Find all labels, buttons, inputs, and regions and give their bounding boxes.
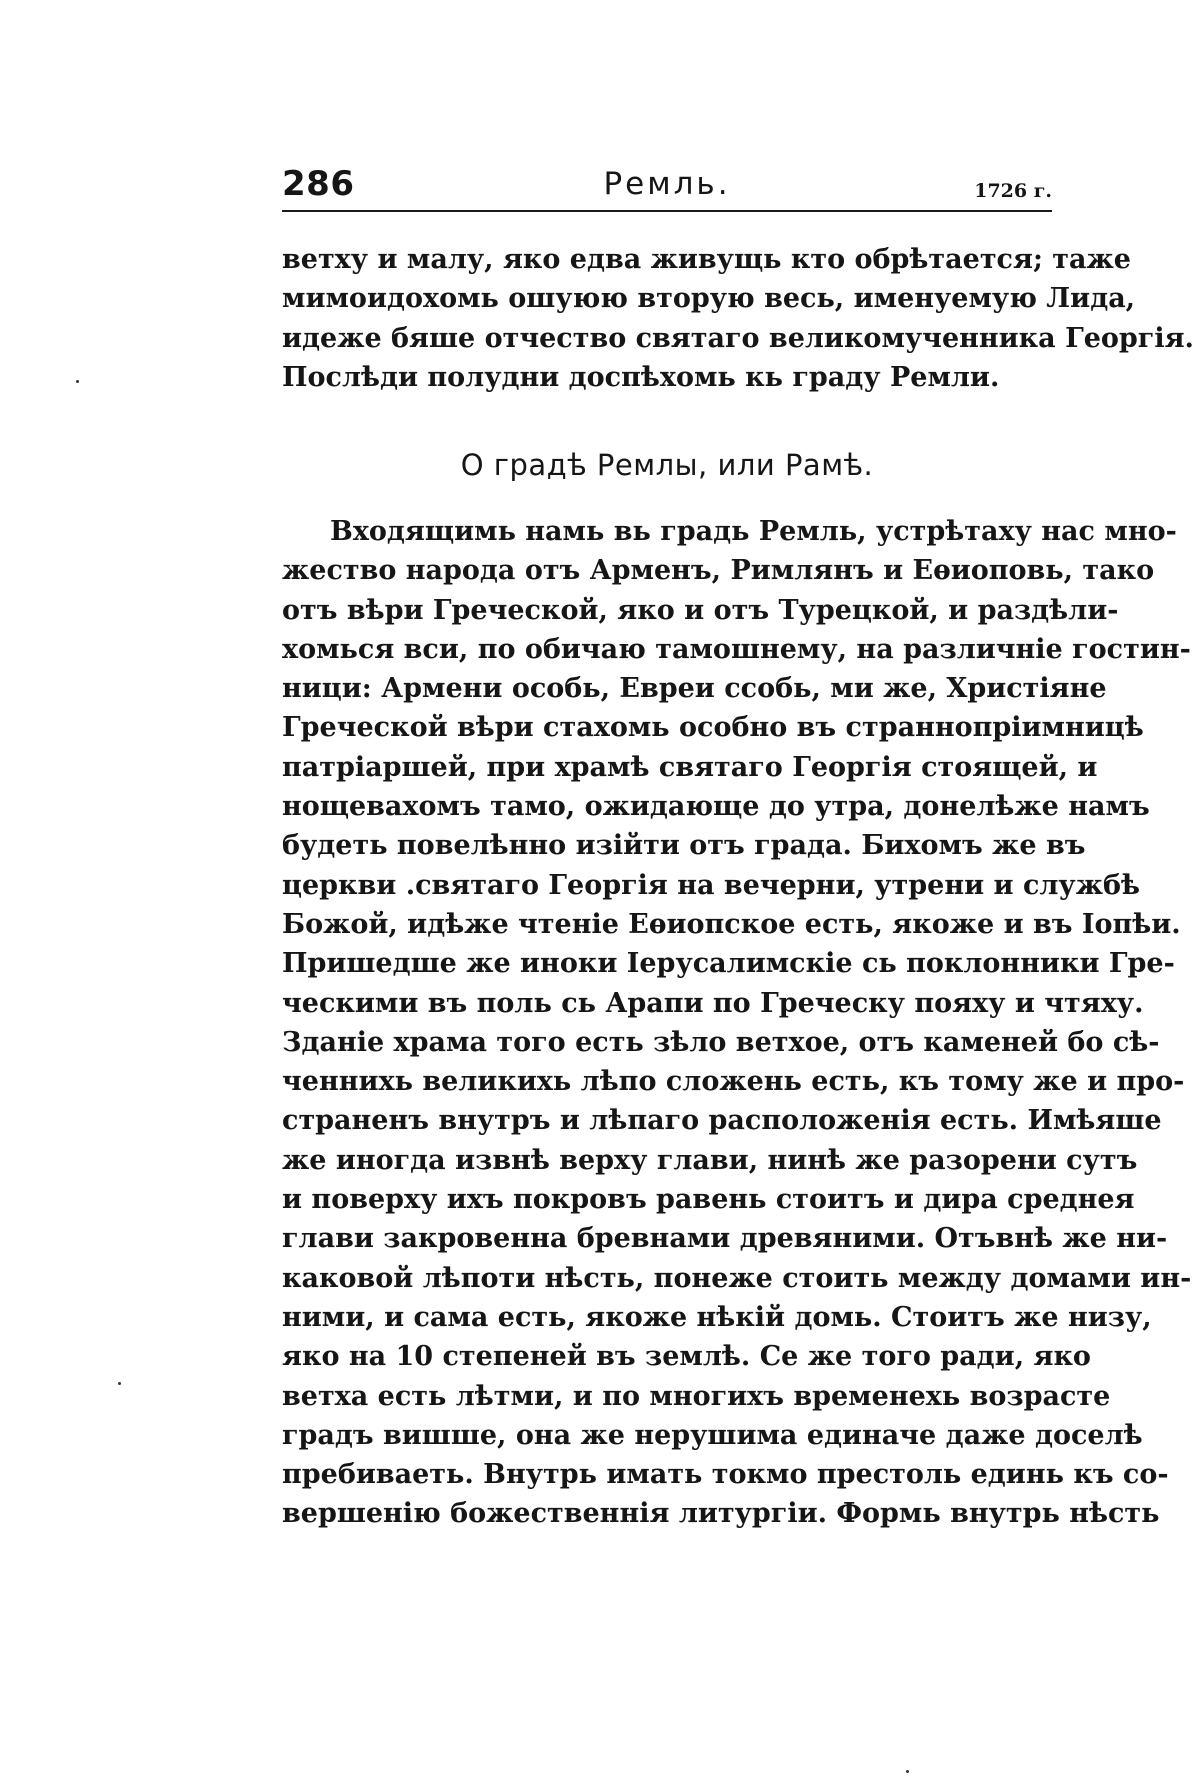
text-line: же иногда извнѣ верху глави, нинѣ же разорени сутъ [282, 1144, 1138, 1176]
continued-paragraph [282, 240, 1194, 397]
page-header [282, 160, 1052, 210]
text-line: Божой, идѣже чтеніе Еѳиопское есть, якоже и въ Іопѣи. [282, 908, 1181, 940]
text-line: ветху и малу, яко едва живущь кто обрѣтается; таже [282, 244, 1131, 275]
section-title: О градѣ Ремлы, или Рамѣ. [460, 448, 874, 482]
text-line: церкви .святаго Георгія на вечерни, утрени и службѣ [282, 869, 1140, 901]
text-line: Послѣди полудни доспѣхомь кь граду Ремли. [282, 361, 1000, 393]
text-line: ними, и сама есть, якоже нѣкій домь. Стоитъ же низу, [282, 1301, 1152, 1333]
text-line: Греческой вѣри стахомь особно въ страннопріимницѣ [282, 712, 1144, 744]
header-rule [282, 210, 1052, 212]
text-line: Зданіе храма того есть зѣло ветхое, отъ каменей бо сѣ- [282, 1026, 1160, 1058]
text-line: страненъ внутръ и лѣпаго расположенія есть. Имѣяше [282, 1105, 1162, 1137]
text-line: каковой лѣпоти нѣсть, понеже стоить между домами ин- [282, 1262, 1192, 1294]
text-line: нощевахомъ тамо, ожидающе до утра, донелѣже намъ [282, 791, 1150, 823]
text-line: ченнихь великихь лѣпо сложень есть, къ тому же и про- [282, 1066, 1185, 1098]
text-line: глави закровенна бревнами древяними. Отъвнѣ же ни- [282, 1223, 1168, 1255]
text-line: хомься вси, по обичаю тамошнему, на различніе гостин- [282, 633, 1191, 665]
scan-speck [76, 380, 79, 383]
text-line: патріаршей, при храмѣ святаго Георгія стоящей, и [282, 751, 1098, 783]
text-line: градъ вишше, она же нерушима единаче даже доселѣ [282, 1419, 1143, 1451]
scan-speck [118, 1382, 121, 1385]
header-year: 1726 г. [974, 180, 1052, 202]
text-line: идеже бяше отчество святаго великомученника Георгія. [282, 322, 1194, 354]
text-line: ческими въ поль сь Арапи по Греческу пояху и чтяху. [282, 987, 1144, 1019]
text-line: жество народа отъ Арменъ, Римлянъ и Еѳиоповь, тако [282, 555, 1155, 587]
text-line: Пришедше же иноки Іерусалимскіе сь поклонники Гре- [282, 948, 1175, 980]
running-title: Ремль. [603, 166, 731, 202]
text-line: пребиваеть. Внутрь имать токмо престоль единь къ со- [282, 1459, 1169, 1491]
main-paragraph [282, 512, 1192, 1534]
page-number: 286 [282, 164, 355, 204]
scan-speck [906, 1770, 909, 1773]
text-line: и поверху ихъ покровъ равень стоитъ и дира среднея [282, 1184, 1135, 1216]
text-line: мимоидохомь ошуюю вторую весь, именуемую Лида, [282, 283, 1136, 315]
text-line: отъ вѣри Греческой, яко и отъ Турецкой, и раздѣли- [282, 594, 1119, 626]
text-line: ници: Армени особь, Евреи ссобь, ми же, Христіяне [282, 673, 1107, 705]
text-line: яко на 10 степеней въ землѣ. Се же того ради, яко [282, 1341, 1091, 1373]
text-line: Входящимь намь вь градь Ремль, устрѣтаху нас мно- [330, 516, 1177, 547]
text-line: ветха есть лѣтми, и по многихъ временехь возрасте [282, 1380, 1111, 1412]
text-line: вершенію божественнія литургіи. Формь внутрь нѣсть [282, 1498, 1160, 1530]
text-line: будеть повелѣнно изійти отъ града. Бихомъ же въ [282, 830, 1086, 862]
